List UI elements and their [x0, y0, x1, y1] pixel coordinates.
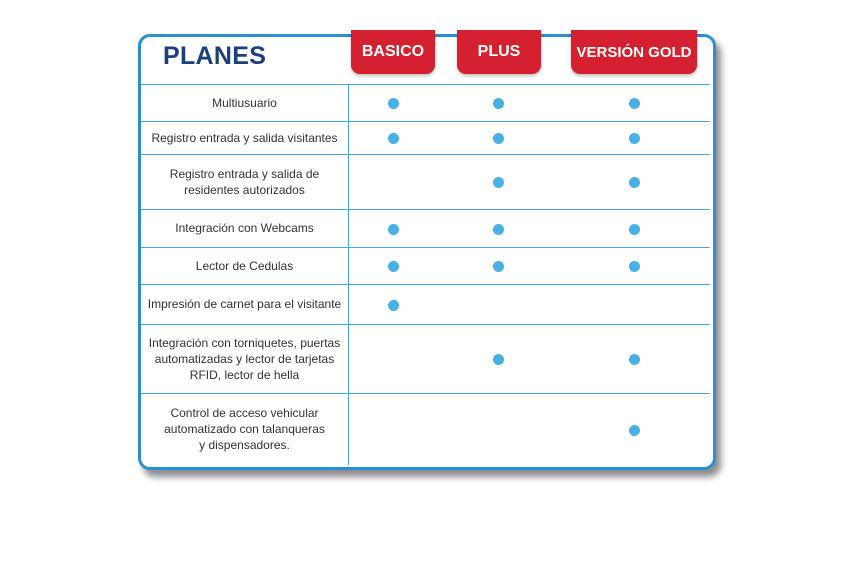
column-divider	[348, 84, 349, 465]
included-dot-basico	[388, 133, 399, 144]
included-dot-plus	[493, 133, 504, 144]
included-dot-gold	[629, 224, 640, 235]
included-dot-gold	[629, 261, 640, 272]
feature-label: Lector de Cedulas	[195, 258, 294, 273]
included-dot-basico	[388, 98, 399, 109]
included-dot-plus	[493, 261, 504, 272]
included-dot-gold	[629, 425, 640, 436]
feature-label: Control de acceso vehicular automatizado con talanqueras y dispensadores.	[164, 406, 325, 452]
tab-version-gold: VERSIÓN GOLD	[571, 30, 697, 74]
feature-label: Integración con Webcams	[175, 221, 314, 235]
included-dot-plus	[493, 354, 504, 365]
tab-plus: PLUS	[457, 30, 541, 74]
included-dot-gold	[629, 133, 640, 144]
tab-basico: BASICO	[351, 30, 435, 74]
included-dot-gold	[629, 177, 640, 188]
included-dot-basico	[388, 224, 399, 235]
included-dot-basico	[388, 261, 399, 272]
included-dot-plus	[493, 177, 504, 188]
page-title: PLANES	[163, 42, 267, 70]
feature-label: Impresión de carnet para el visitante	[147, 297, 342, 311]
feature-label: Integración con torniquetes, puertas automatizadas y lector de tarjetas RFID, lector de hella	[148, 335, 341, 382]
included-dot-plus	[493, 224, 504, 235]
included-dot-plus	[493, 98, 504, 109]
included-dot-basico	[388, 300, 399, 311]
included-dot-gold	[629, 354, 640, 365]
feature-label: Multiusuario	[212, 95, 277, 110]
included-dot-gold	[629, 98, 640, 109]
feature-label: Registro entrada y salida visitantes	[151, 130, 338, 145]
feature-label: Registro entrada y salida de residentes autorizados	[169, 166, 320, 197]
